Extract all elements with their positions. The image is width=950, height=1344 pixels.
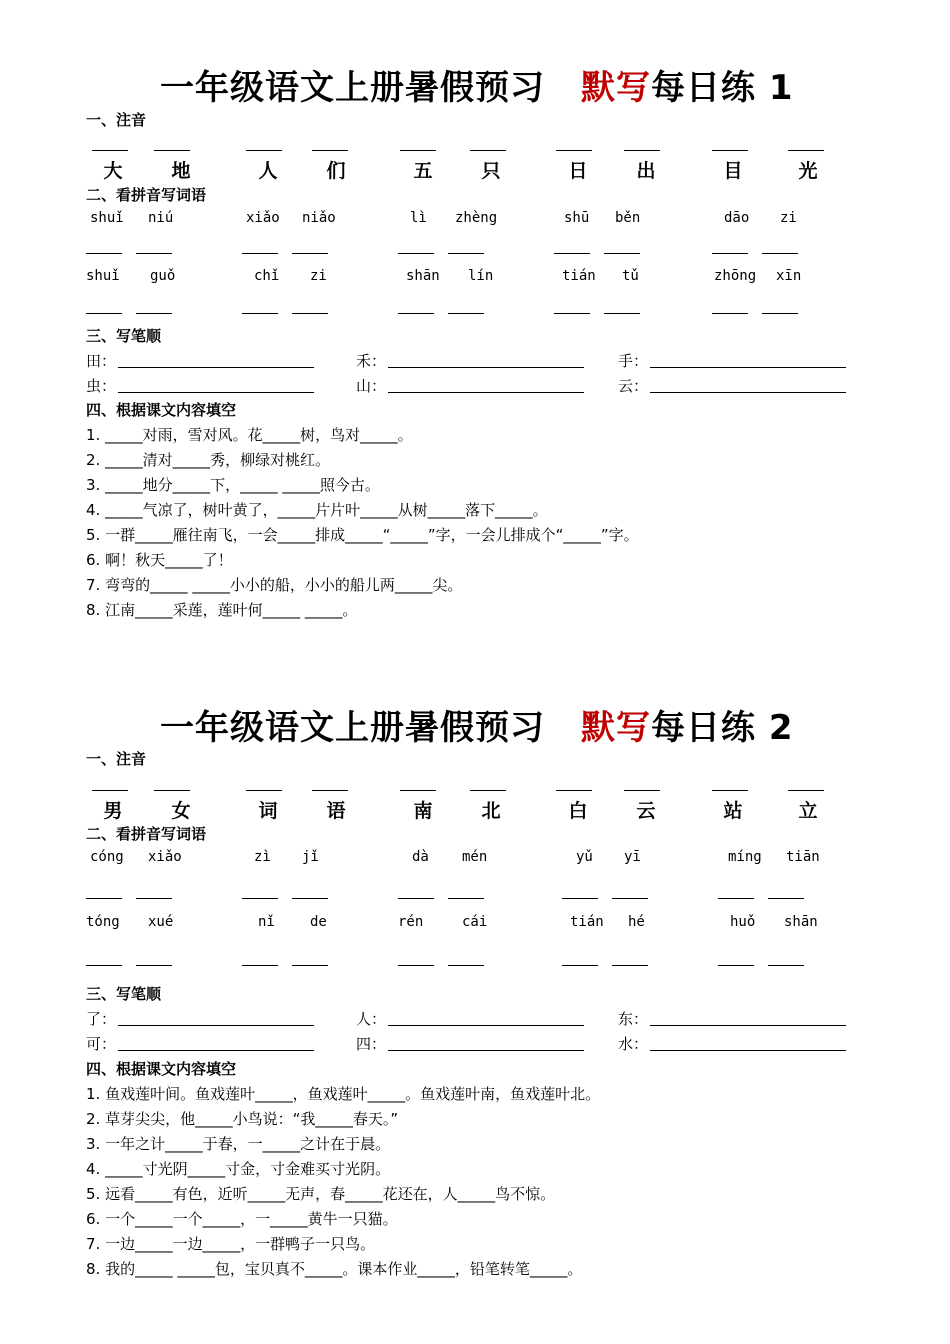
stroke-blank[interactable]	[388, 392, 584, 393]
pinyin-blank[interactable]	[92, 790, 128, 791]
word-blank[interactable]	[612, 898, 648, 899]
word-blank[interactable]	[768, 898, 804, 899]
stroke-blank[interactable]	[118, 1025, 314, 1026]
pinyin: guǒ	[150, 268, 176, 284]
pinyin-blank[interactable]	[624, 790, 660, 791]
word-char: 地	[171, 160, 191, 182]
pinyin: dà	[412, 849, 429, 865]
stroke-blank[interactable]	[650, 1025, 846, 1026]
pinyin: cóng	[90, 849, 124, 865]
pinyin: shuǐ	[90, 210, 124, 226]
word-blank[interactable]	[398, 253, 434, 254]
stroke-char: 东：	[618, 1010, 649, 1028]
word-blank[interactable]	[398, 313, 434, 314]
stroke-char: 水：	[618, 1035, 649, 1053]
word-blank[interactable]	[292, 253, 328, 254]
section-heading: 三、写笔顺	[86, 327, 162, 345]
fill-line[interactable]: 3. _____地分_____下，_____ _____照今古。	[86, 476, 380, 494]
word-blank[interactable]	[398, 898, 434, 899]
pinyin: lín	[468, 268, 494, 284]
pinyin-blank[interactable]	[400, 150, 436, 151]
word-blank[interactable]	[762, 253, 798, 254]
pinyin: běn	[615, 210, 641, 226]
word-blank[interactable]	[292, 313, 328, 314]
word-blank[interactable]	[604, 313, 640, 314]
word-blank[interactable]	[554, 313, 590, 314]
word-char: 目	[723, 160, 743, 182]
word-blank[interactable]	[136, 965, 172, 966]
pinyin-blank[interactable]	[92, 150, 128, 151]
fill-line[interactable]: 3. 一年之计_____于春，一_____之计在于晨。	[86, 1135, 391, 1153]
word-blank[interactable]	[136, 253, 172, 254]
pinyin: tiān	[786, 849, 820, 865]
pinyin: tián	[562, 268, 596, 284]
pinyin: huǒ	[730, 914, 756, 930]
word-blank[interactable]	[242, 965, 278, 966]
fill-line[interactable]: 7. 一边_____一边_____，一群鸭子一只鸟。	[86, 1235, 376, 1253]
pinyin: zhōng	[714, 268, 757, 284]
stroke-blank[interactable]	[650, 1050, 846, 1051]
stroke-blank[interactable]	[118, 392, 314, 393]
pinyin-blank[interactable]	[154, 150, 190, 151]
pinyin: shān	[406, 268, 440, 284]
fill-line[interactable]: 5. 远看_____有色，近听_____无声，春_____花还在，人_____鸟不惊。	[86, 1185, 556, 1203]
fill-line[interactable]: 8. 我的_____ _____包，宝贝真不_____。课本作业_____，铅笔转笔_____。	[86, 1260, 583, 1278]
word-blank[interactable]	[86, 253, 122, 254]
stroke-char: 禾：	[356, 352, 387, 370]
stroke-blank[interactable]	[650, 392, 846, 393]
section-heading: 二、看拼音写词语	[86, 825, 207, 843]
stroke-char: 虫：	[86, 377, 117, 395]
pinyin: zhèng	[455, 210, 498, 226]
pinyin: yī	[624, 849, 641, 865]
sheet-title	[160, 700, 794, 749]
word-blank[interactable]	[448, 313, 484, 314]
word-char: 光	[798, 160, 818, 182]
pinyin: zi	[310, 268, 327, 284]
word-blank[interactable]	[562, 965, 598, 966]
word-char: 南	[413, 800, 433, 822]
word-blank[interactable]	[612, 965, 648, 966]
word-blank[interactable]	[448, 253, 484, 254]
word-char: 词	[258, 800, 278, 822]
pinyin: de	[310, 914, 327, 930]
word-blank[interactable]	[762, 313, 798, 314]
word-char: 男	[103, 800, 123, 822]
stroke-blank[interactable]	[118, 367, 314, 368]
pinyin: xué	[148, 914, 174, 930]
pinyin: míng	[728, 849, 762, 865]
title-highlight: 默写	[581, 68, 651, 108]
word-blank[interactable]	[718, 898, 754, 899]
word-char: 大	[103, 160, 123, 182]
pinyin: jǐ	[302, 849, 319, 865]
pinyin: hé	[628, 914, 645, 930]
section-heading: 一、注音	[86, 750, 147, 768]
word-blank[interactable]	[86, 898, 122, 899]
word-blank[interactable]	[86, 965, 122, 966]
pinyin: rén	[398, 914, 424, 930]
word-char: 们	[326, 160, 346, 182]
fill-line[interactable]: 4. _____寸光阴_____寸金，寸金难买寸光阴。	[86, 1160, 391, 1178]
word-char: 站	[723, 800, 743, 822]
stroke-char: 四：	[356, 1035, 387, 1053]
fill-line[interactable]: 4. _____气凉了，树叶黄了，_____片片叶_____从树_____落下_____。	[86, 501, 548, 519]
title-text: 一年级语文上册暑假预习	[160, 708, 545, 748]
pinyin-blank[interactable]	[312, 790, 348, 791]
word-blank[interactable]	[292, 965, 328, 966]
pinyin: tǔ	[622, 268, 639, 284]
stroke-char: 云：	[618, 377, 649, 395]
pinyin: lì	[410, 210, 427, 226]
word-char: 日	[568, 160, 588, 182]
pinyin: yǔ	[576, 849, 593, 865]
stroke-char: 可：	[86, 1035, 117, 1053]
word-blank[interactable]	[292, 898, 328, 899]
word-char: 女	[171, 800, 191, 822]
pinyin-blank[interactable]	[312, 150, 348, 151]
pinyin-blank[interactable]	[246, 150, 282, 151]
fill-line[interactable]: 1. 鱼戏莲叶间。鱼戏莲叶_____，鱼戏莲叶_____。鱼戏莲叶南，鱼戏莲叶北。	[86, 1085, 601, 1103]
word-char: 北	[481, 800, 501, 822]
pinyin: xīn	[776, 268, 802, 284]
stroke-char: 了：	[86, 1010, 117, 1028]
pinyin-blank[interactable]	[400, 790, 436, 791]
section-heading: 四、根据课文内容填空	[86, 401, 237, 419]
stroke-char: 田：	[86, 352, 117, 370]
pinyin: mén	[462, 849, 488, 865]
word-blank[interactable]	[136, 898, 172, 899]
fill-line[interactable]: 7. 弯弯的_____ _____小小的船，小小的船儿两_____尖。	[86, 576, 463, 594]
word-char: 白	[568, 800, 588, 822]
stroke-char: 山：	[356, 377, 387, 395]
pinyin: shū	[564, 210, 590, 226]
pinyin: dāo	[724, 210, 750, 226]
sheet-title	[160, 60, 794, 109]
word-blank[interactable]	[448, 898, 484, 899]
section-heading: 四、根据课文内容填空	[86, 1060, 237, 1078]
section-heading: 一、注音	[86, 111, 147, 129]
word-blank[interactable]	[398, 965, 434, 966]
pinyin: shuǐ	[86, 268, 120, 284]
pinyin-blank[interactable]	[624, 150, 660, 151]
pinyin-blank[interactable]	[712, 790, 748, 791]
word-blank[interactable]	[604, 253, 640, 254]
stroke-char: 手：	[618, 352, 649, 370]
pinyin: tián	[570, 914, 604, 930]
word-blank[interactable]	[554, 253, 590, 254]
pinyin: niú	[148, 210, 174, 226]
pinyin: shān	[784, 914, 818, 930]
title-suffix: 每日练 1	[651, 68, 794, 108]
pinyin-blank[interactable]	[788, 150, 824, 151]
word-blank[interactable]	[242, 313, 278, 314]
word-blank[interactable]	[712, 313, 748, 314]
title-suffix: 每日练 2	[651, 708, 794, 748]
word-blank[interactable]	[242, 253, 278, 254]
pinyin: zi	[780, 210, 797, 226]
word-blank[interactable]	[448, 965, 484, 966]
pinyin-blank[interactable]	[154, 790, 190, 791]
word-char: 立	[798, 800, 818, 822]
word-blank[interactable]	[136, 313, 172, 314]
section-heading: 三、写笔顺	[86, 985, 162, 1003]
word-char: 五	[413, 160, 433, 182]
word-char: 人	[258, 160, 278, 182]
word-blank[interactable]	[86, 313, 122, 314]
fill-line[interactable]: 8. 江南_____采莲，莲叶何_____ _____。	[86, 601, 358, 619]
word-blank[interactable]	[768, 965, 804, 966]
word-char: 出	[636, 160, 656, 182]
title-text: 一年级语文上册暑假预习	[160, 68, 545, 108]
pinyin: xiǎo	[148, 849, 182, 865]
stroke-blank[interactable]	[118, 1050, 314, 1051]
word-char: 语	[326, 800, 346, 822]
word-blank[interactable]	[712, 253, 748, 254]
stroke-char: 人：	[356, 1010, 387, 1028]
pinyin-blank[interactable]	[470, 150, 506, 151]
stroke-blank[interactable]	[650, 367, 846, 368]
word-blank[interactable]	[718, 965, 754, 966]
title-highlight: 默写	[581, 708, 651, 748]
fill-line[interactable]: 1. _____对雨，雪对风。花_____树，鸟对_____。	[86, 426, 413, 444]
word-blank[interactable]	[562, 898, 598, 899]
pinyin: chǐ	[254, 268, 280, 284]
fill-line[interactable]: 2. _____清对_____秀，柳绿对桃红。	[86, 451, 331, 469]
pinyin-blank[interactable]	[788, 790, 824, 791]
stroke-blank[interactable]	[388, 367, 584, 368]
pinyin: zì	[254, 849, 271, 865]
word-char: 云	[636, 800, 656, 822]
stroke-blank[interactable]	[388, 1025, 584, 1026]
pinyin: tóng	[86, 914, 120, 930]
word-blank[interactable]	[242, 898, 278, 899]
pinyin-blank[interactable]	[470, 790, 506, 791]
pinyin-blank[interactable]	[556, 150, 592, 151]
pinyin-blank[interactable]	[712, 150, 748, 151]
fill-line[interactable]: 2. 草芽尖尖，他_____小鸟说：“我_____春天。”	[86, 1110, 399, 1128]
word-char: 只	[481, 160, 501, 182]
pinyin: niǎo	[302, 210, 336, 226]
fill-line[interactable]: 5. 一群_____雁往南飞，一会_____排成_____“_____”字，一会儿排成个“_____”字。	[86, 526, 639, 544]
pinyin: xiǎo	[246, 210, 280, 226]
pinyin-blank[interactable]	[246, 790, 282, 791]
stroke-blank[interactable]	[388, 1050, 584, 1051]
pinyin-blank[interactable]	[556, 790, 592, 791]
pinyin: cái	[462, 914, 488, 930]
fill-line[interactable]: 6. 一个_____一个_____，一_____黄牛一只猫。	[86, 1210, 398, 1228]
section-heading: 二、看拼音写词语	[86, 186, 207, 204]
pinyin: nǐ	[258, 914, 275, 930]
fill-line[interactable]: 6. 啊！秋天_____了！	[86, 551, 233, 569]
